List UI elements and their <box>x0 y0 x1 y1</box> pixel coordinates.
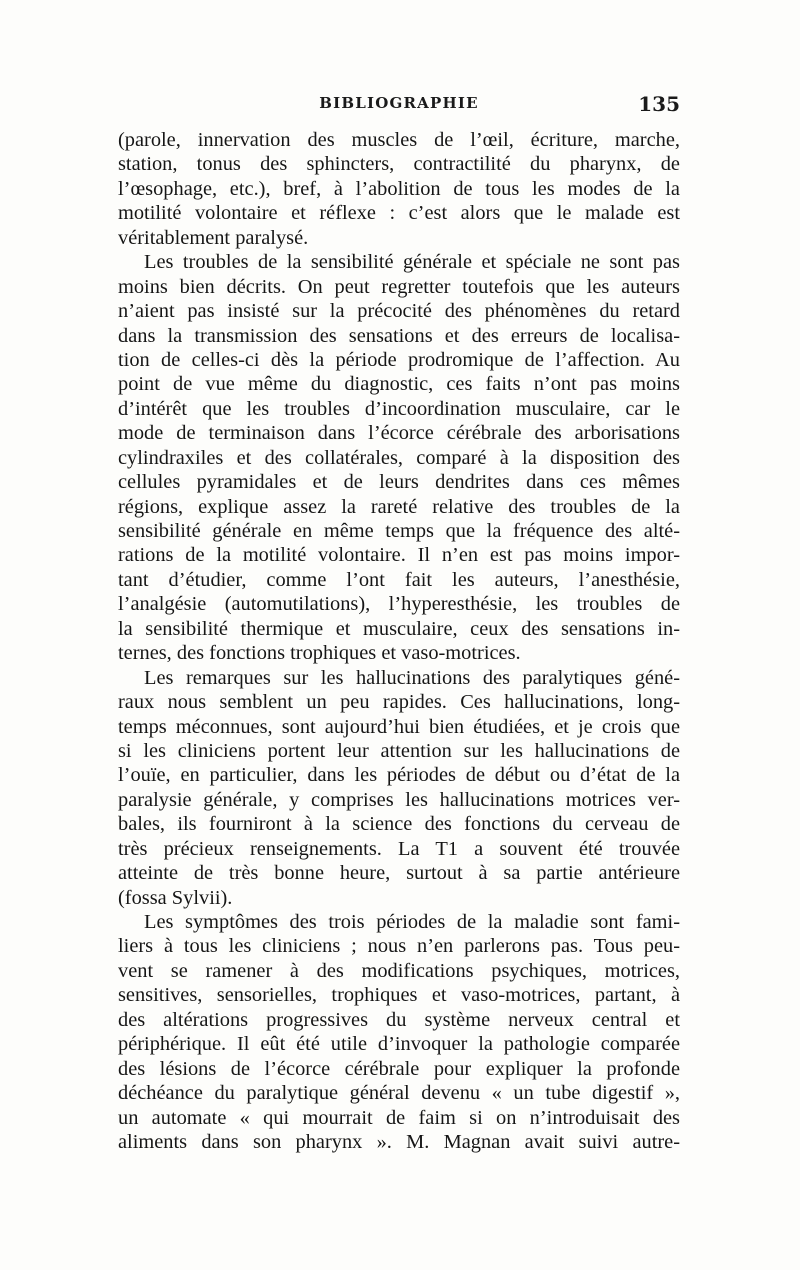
text-line: motilité volontaire et réflexe : c’est alors que le malade est <box>118 202 680 225</box>
text-line: n’aient pas insisté sur la précocité des phénomènes du retard <box>118 300 680 323</box>
text-line: cellules pyramidales et de leurs dendrites dans ces mêmes <box>118 471 680 494</box>
text-line: (fossa Sylvii). <box>118 886 233 909</box>
text-line: paralysie générale, y comprises les hallucinations motrices ver- <box>118 788 680 811</box>
page-number: 135 <box>638 92 680 116</box>
text-line: périphérique. Il eût été utile d’invoquer la pathologie comparée <box>118 1033 680 1056</box>
text-line: Les symptômes des trois périodes de la maladie sont fami- <box>144 911 680 933</box>
text-line: point de vue même du diagnostic, ces faits n’ont pas moins <box>118 373 680 396</box>
body-text <box>118 128 680 1154</box>
text-line: bales, ils fourniront à la science des fonctions du cerveau de <box>118 813 680 836</box>
text-line: véritablement paralysé. <box>118 226 309 249</box>
text-line: la sensibilité thermique et musculaire, ceux des sensations in- <box>118 617 680 640</box>
text-line: des altérations progressives du système nerveux central et <box>118 1008 680 1031</box>
text-line: station, tonus des sphincters, contractilité du pharynx, de <box>118 153 680 176</box>
text-line: (parole, innervation des muscles de l’œil, écriture, marche, <box>118 129 680 151</box>
running-title: BIBLIOGRAPHIE <box>319 94 479 112</box>
text-line: dans la transmission des sensations et des erreurs de localisa- <box>118 324 680 347</box>
text-line: un automate « qui mourrait de faim si on n’introduisait des <box>118 1106 680 1129</box>
text-line: raux nous semblent un peu rapides. Ces hallucinations, long- <box>118 691 680 714</box>
text-line: l’œsophage, etc.), bref, à l’abolition de tous les modes de la <box>118 177 680 200</box>
text-line: temps méconnues, sont aujourd’hui bien étudiées, et je crois que <box>118 715 680 738</box>
text-line: aliments dans son pharynx ». M. Magnan avait suivi autre- <box>118 1130 680 1153</box>
text-line: rations de la motilité volontaire. Il n’en est pas moins impor- <box>118 544 680 567</box>
text-line: atteinte de très bonne heure, surtout à sa partie antérieure <box>118 862 680 885</box>
running-head <box>118 92 680 118</box>
text-line: régions, explique assez la rareté relative des troubles de la <box>118 495 680 518</box>
text-line: tion de celles-ci dès la période prodromique de l’affection. Au <box>118 348 680 371</box>
text-line: tant d’étudier, comme l’ont fait les auteurs, l’anesthésie, <box>118 568 680 591</box>
text-line: moins bien décrits. On peut regretter toutefois que les auteurs <box>118 275 680 298</box>
text-line: l’analgésie (automutilations), l’hyperesthésie, les troubles de <box>118 593 680 616</box>
text-line: mode de terminaison dans l’écorce cérébrale des arborisations <box>118 422 680 445</box>
text-line: sensitives, sensorielles, trophiques et vaso-motrices, partant, à <box>118 984 680 1007</box>
text-line: si les cliniciens portent leur attention sur les hallucinations de <box>118 739 680 762</box>
text-line: l’ouïe, en particulier, dans les périodes de début ou d’état de la <box>118 764 680 787</box>
text-line: liers à tous les cliniciens ; nous n’en parlerons pas. Tous peu- <box>118 935 680 958</box>
text-line: d’intérêt que les troubles d’incoordination musculaire, car le <box>118 397 680 420</box>
text-line: très précieux renseignements. La T1 a souvent été trouvée <box>118 837 680 860</box>
text-line: vent se ramener à des modifications psychiques, motrices, <box>118 959 680 982</box>
text-line: cylindraxiles et des collatérales, comparé à la disposition des <box>118 446 680 469</box>
text-line: ternes, des fonctions trophiques et vaso-motrices. <box>118 642 521 665</box>
text-line: des lésions de l’écorce cérébrale pour expliquer la profonde <box>118 1057 680 1080</box>
text-line: sensibilité générale en même temps que la fréquence des alté- <box>118 520 680 542</box>
text-line: déchéance du paralytique général devenu « un tube digestif », <box>118 1082 680 1105</box>
text-line: Les remarques sur les hallucinations des paralytiques géné- <box>144 666 680 689</box>
text-line: Les troubles de la sensibilité générale et spéciale ne sont pas <box>144 251 680 274</box>
